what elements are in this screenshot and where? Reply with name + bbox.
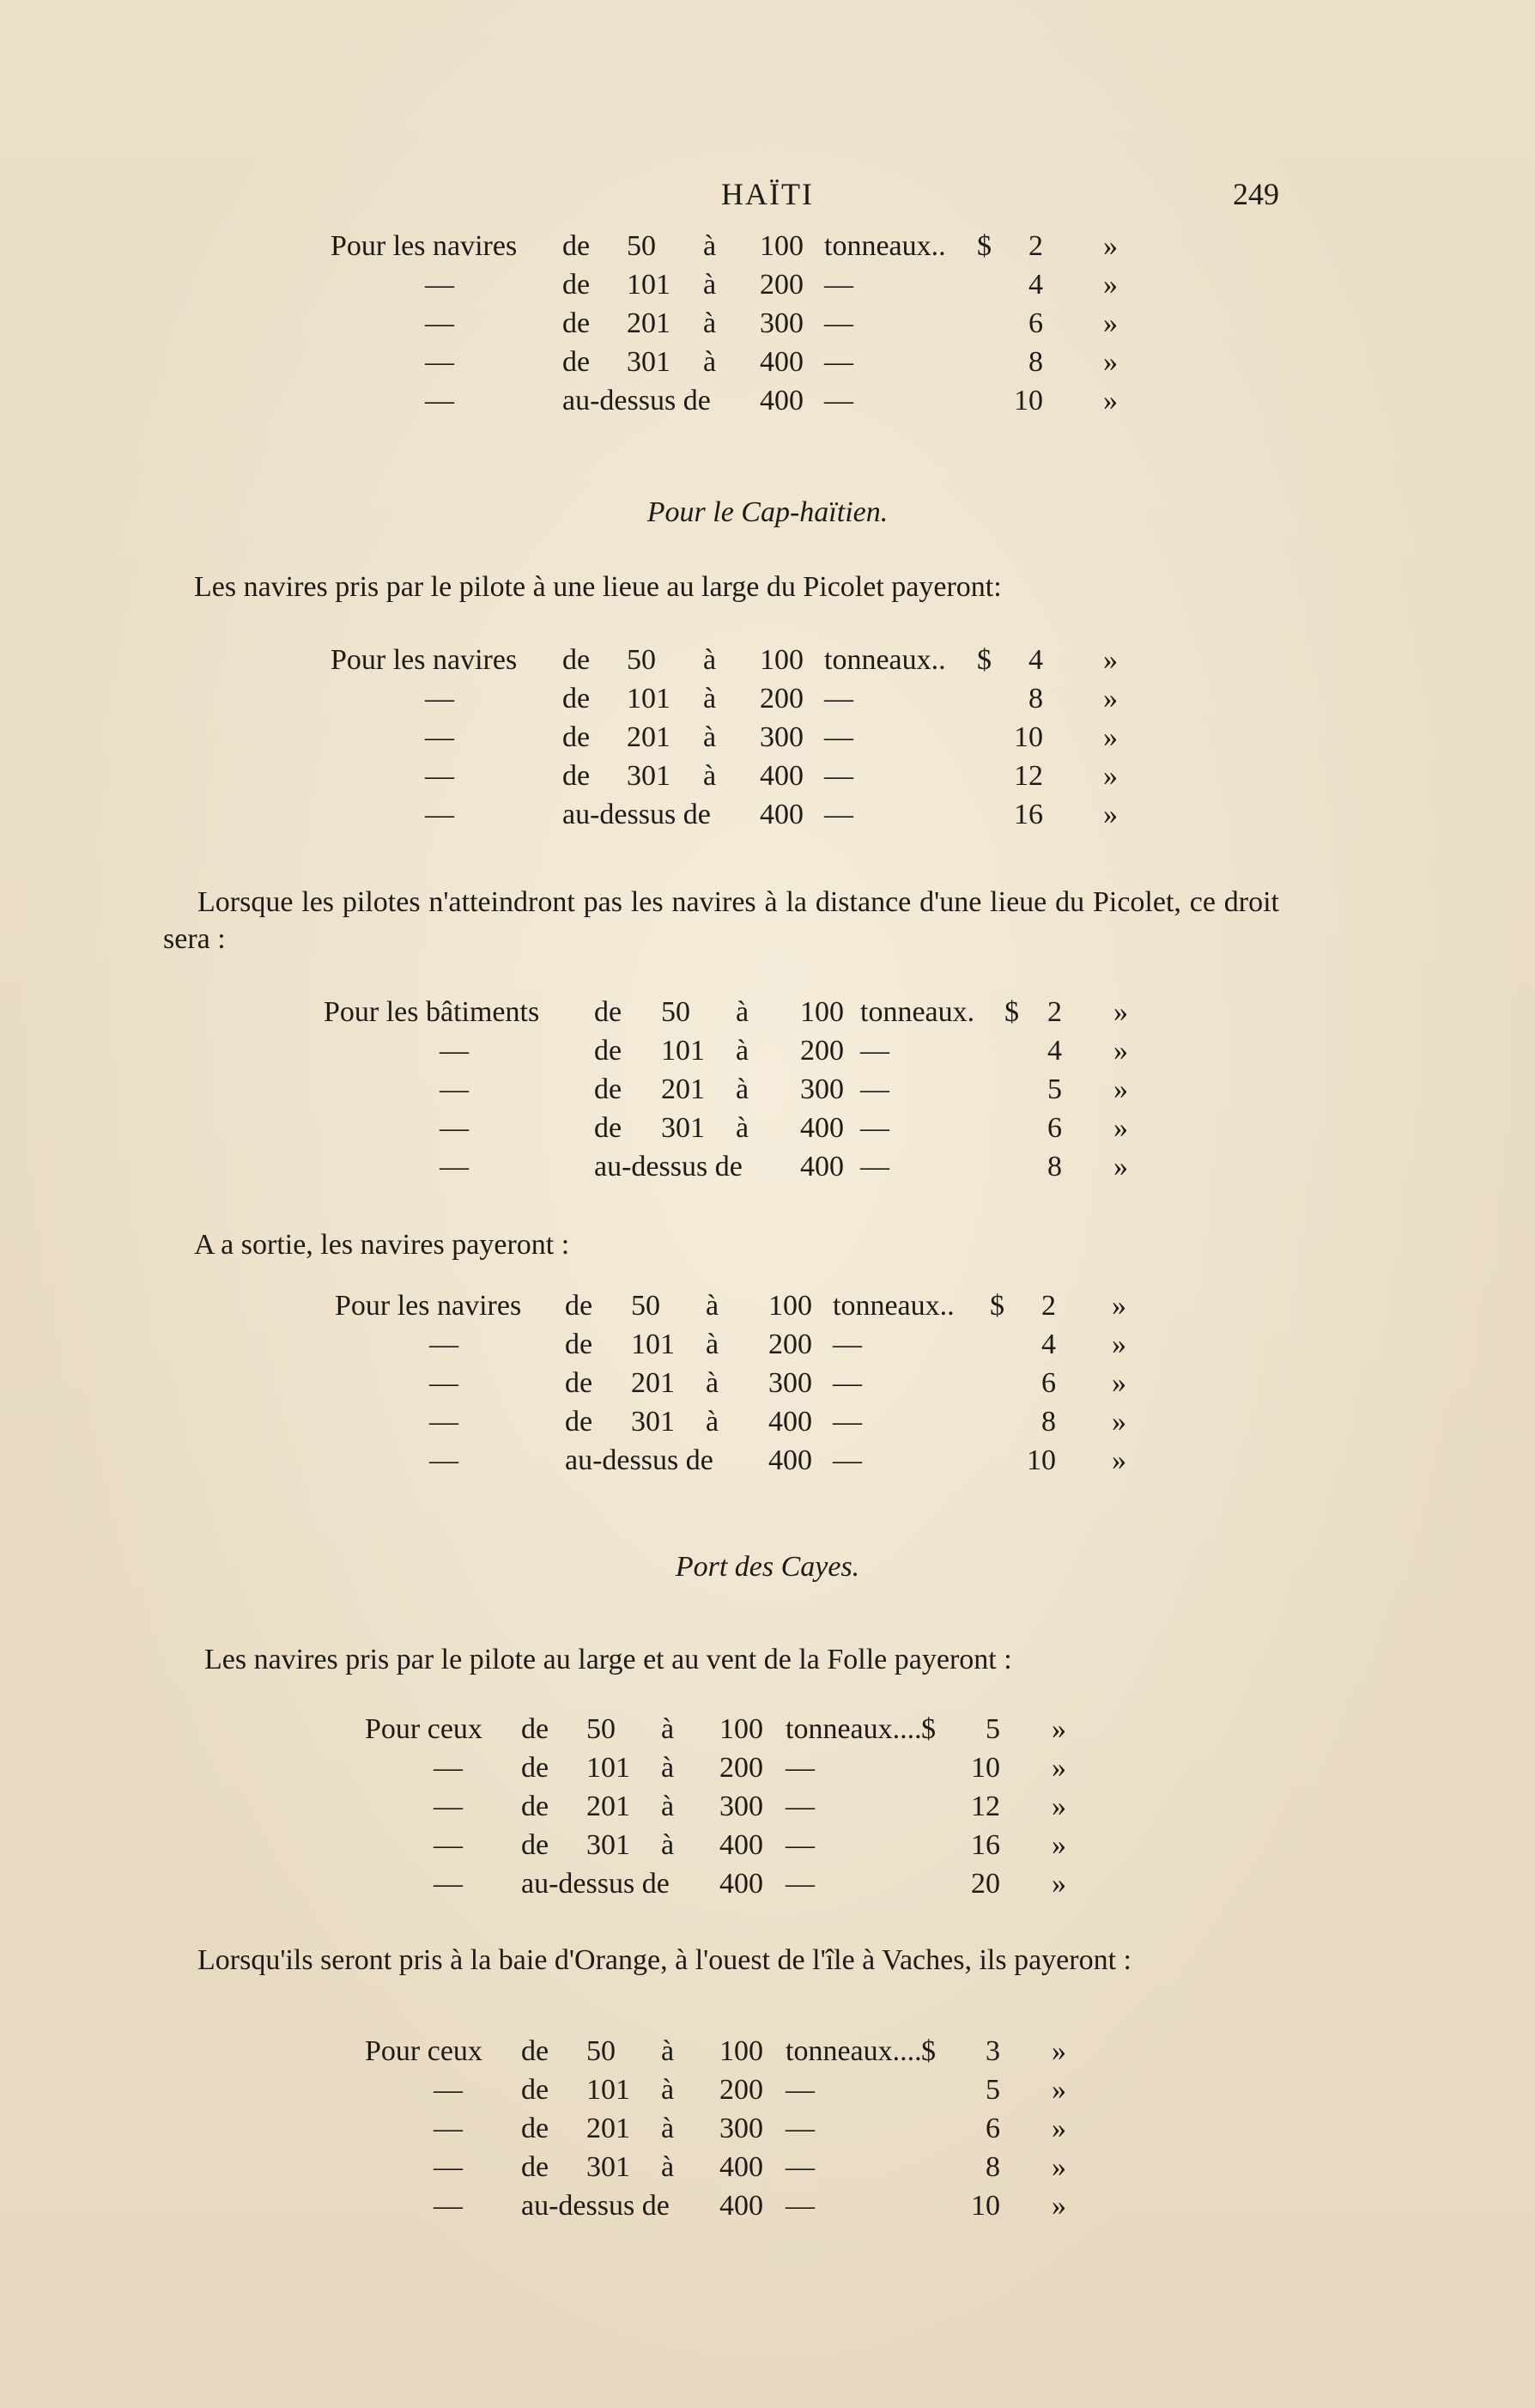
range-from: 101 xyxy=(631,1329,675,1360)
row-label: — xyxy=(440,1073,469,1105)
range-to: 200 xyxy=(760,683,804,714)
range-from: 201 xyxy=(627,307,670,339)
range-unit: — xyxy=(824,307,853,339)
section-intro-cap-haitien: Les navires pris par le pilote à une lieue au large du Picolet payeront: xyxy=(194,571,1002,603)
range-to: 400 xyxy=(800,1151,844,1183)
range-to: 300 xyxy=(760,721,804,753)
range-from: 301 xyxy=(661,1112,705,1144)
range-from: 101 xyxy=(627,683,670,714)
currency-symbol: $ xyxy=(977,230,992,262)
row-label: — xyxy=(429,1329,458,1360)
range-de: de xyxy=(521,2074,549,2106)
ditto-mark: » xyxy=(1052,2074,1066,2106)
row-label: — xyxy=(434,1829,463,1861)
currency-symbol: $ xyxy=(990,1290,1004,1322)
ditto-mark: » xyxy=(1112,1406,1126,1438)
range-from: 50 xyxy=(586,2035,616,2067)
row-label: — xyxy=(440,1151,469,1183)
range-unit: — xyxy=(860,1035,889,1067)
row-label: — xyxy=(429,1367,458,1399)
fee-amount: 8 xyxy=(1047,1151,1062,1183)
fee-amount: 10 xyxy=(1014,721,1043,753)
range-to: 100 xyxy=(719,2035,763,2067)
fee-amount: 4 xyxy=(1041,1329,1056,1360)
ditto-mark: » xyxy=(1113,1151,1128,1183)
range-de: de xyxy=(594,1073,622,1105)
range-unit: — xyxy=(824,721,853,753)
range-a: à xyxy=(661,2074,675,2106)
fee-amount: 4 xyxy=(1028,269,1043,301)
range-de: de xyxy=(565,1329,593,1360)
range-to: 200 xyxy=(719,2074,763,2106)
range-to: 400 xyxy=(760,799,804,830)
range-above: au-dessus de xyxy=(521,2190,670,2222)
range-de: de xyxy=(562,346,591,378)
row-label: — xyxy=(434,2074,463,2106)
range-above: au-dessus de xyxy=(594,1151,743,1183)
range-unit: tonneaux.... xyxy=(786,2035,922,2067)
ditto-mark: » xyxy=(1113,1073,1128,1105)
range-a: à xyxy=(661,2151,675,2183)
range-from: 50 xyxy=(627,230,656,262)
range-unit: tonneaux. xyxy=(860,996,975,1028)
fee-amount: 12 xyxy=(971,1791,1000,1822)
range-unit: — xyxy=(786,2113,815,2144)
range-to: 100 xyxy=(800,996,844,1028)
fee-amount: 10 xyxy=(971,1752,1000,1784)
range-unit: — xyxy=(824,346,853,378)
range-above: au-dessus de xyxy=(562,385,711,417)
fee-amount: 2 xyxy=(1047,996,1062,1028)
range-unit: — xyxy=(833,1367,862,1399)
range-unit: — xyxy=(786,2151,815,2183)
range-from: 201 xyxy=(631,1367,675,1399)
fee-amount: 12 xyxy=(1014,760,1043,792)
currency-symbol: $ xyxy=(977,644,992,676)
fee-amount: 6 xyxy=(1041,1367,1056,1399)
range-to: 400 xyxy=(719,1868,763,1900)
range-unit: — xyxy=(833,1444,862,1476)
range-de: de xyxy=(562,760,591,792)
row-label: — xyxy=(425,269,454,301)
fee-amount: 3 xyxy=(986,2035,1000,2067)
fee-amount: 16 xyxy=(971,1829,1000,1861)
fee-amount: 8 xyxy=(1028,346,1043,378)
running-head-title: HAÏTI xyxy=(721,177,814,211)
range-a: à xyxy=(703,269,717,301)
row-label: — xyxy=(425,760,454,792)
range-from: 50 xyxy=(631,1290,660,1322)
range-to: 200 xyxy=(800,1035,844,1067)
ditto-mark: » xyxy=(1113,1112,1128,1144)
range-from: 101 xyxy=(627,269,670,301)
ditto-mark: » xyxy=(1103,644,1118,676)
range-to: 100 xyxy=(760,644,804,676)
range-unit: — xyxy=(786,1791,815,1822)
range-unit: tonneaux.. xyxy=(824,230,946,262)
range-a: à xyxy=(706,1367,719,1399)
range-de: de xyxy=(521,2035,549,2067)
range-unit: — xyxy=(786,2074,815,2106)
range-a: à xyxy=(706,1329,719,1360)
fee-amount: 4 xyxy=(1047,1035,1062,1067)
range-a: à xyxy=(703,721,717,753)
fee-amount: 16 xyxy=(1014,799,1043,830)
range-a: à xyxy=(706,1406,719,1438)
range-unit: — xyxy=(786,1829,815,1861)
range-a: à xyxy=(736,1112,749,1144)
row-label: — xyxy=(425,799,454,830)
ditto-mark: » xyxy=(1052,1791,1066,1822)
range-de: de xyxy=(562,721,591,753)
range-de: de xyxy=(562,307,591,339)
row-label: — xyxy=(425,721,454,753)
currency-symbol: $ xyxy=(921,1713,936,1745)
paragraph-sortie: A a sortie, les navires payeront : xyxy=(194,1229,570,1261)
section-intro-port-des-cayes: Les navires pris par le pilote au large et au vent de la Folle payeront : xyxy=(204,1644,1012,1675)
ditto-mark: » xyxy=(1052,2190,1066,2222)
ditto-mark: » xyxy=(1103,683,1118,714)
range-to: 400 xyxy=(760,346,804,378)
range-to: 300 xyxy=(800,1073,844,1105)
range-from: 201 xyxy=(586,1791,630,1822)
fee-amount: 10 xyxy=(1014,385,1043,417)
row-label: — xyxy=(434,1868,463,1900)
range-de: de xyxy=(594,1112,622,1144)
ditto-mark: » xyxy=(1052,2035,1066,2067)
row-label: Pour les navires xyxy=(331,644,518,676)
range-unit: — xyxy=(833,1329,862,1360)
ditto-mark: » xyxy=(1052,2151,1066,2183)
row-label: — xyxy=(425,346,454,378)
range-to: 200 xyxy=(760,269,804,301)
ditto-mark: » xyxy=(1112,1329,1126,1360)
fee-amount: 5 xyxy=(1047,1073,1062,1105)
range-de: de xyxy=(521,2151,549,2183)
row-label: — xyxy=(429,1444,458,1476)
row-label: — xyxy=(434,2190,463,2222)
ditto-mark: » xyxy=(1052,1868,1066,1900)
range-from: 301 xyxy=(627,760,670,792)
range-a: à xyxy=(703,644,717,676)
ditto-mark: » xyxy=(1103,721,1118,753)
range-unit: — xyxy=(824,385,853,417)
range-unit: — xyxy=(860,1073,889,1105)
row-label: — xyxy=(434,2113,463,2144)
row-label: — xyxy=(429,1406,458,1438)
ditto-mark: » xyxy=(1113,1035,1128,1067)
range-a: à xyxy=(703,230,717,262)
range-unit: — xyxy=(833,1406,862,1438)
range-de: de xyxy=(521,1713,549,1745)
range-above: au-dessus de xyxy=(562,799,711,830)
ditto-mark: » xyxy=(1052,1752,1066,1784)
fee-amount: 6 xyxy=(1028,307,1043,339)
range-unit: tonneaux.. xyxy=(833,1290,955,1322)
range-unit: tonneaux.. xyxy=(824,644,946,676)
row-label: — xyxy=(440,1035,469,1067)
range-a: à xyxy=(736,996,749,1028)
fee-amount: 5 xyxy=(986,1713,1000,1745)
range-de: de xyxy=(594,996,622,1028)
range-unit: — xyxy=(786,1868,815,1900)
range-above: au-dessus de xyxy=(565,1444,713,1476)
range-to: 400 xyxy=(719,2151,763,2183)
range-from: 50 xyxy=(627,644,656,676)
range-a: à xyxy=(661,1791,675,1822)
range-unit: — xyxy=(860,1112,889,1144)
ditto-mark: » xyxy=(1112,1444,1126,1476)
row-label: Pour les navires xyxy=(331,230,518,262)
ditto-mark: » xyxy=(1052,1829,1066,1861)
range-de: de xyxy=(562,230,591,262)
range-a: à xyxy=(661,1752,675,1784)
range-a: à xyxy=(703,683,717,714)
range-from: 101 xyxy=(586,2074,630,2106)
range-unit: — xyxy=(824,799,853,830)
range-from: 101 xyxy=(586,1752,630,1784)
paragraph-baie-orange: Lorsqu'ils seront pris à la baie d'Orange, à l'ouest de l'île à Vaches, ils payeront : xyxy=(197,1944,1132,1976)
ditto-mark: » xyxy=(1103,307,1118,339)
range-to: 300 xyxy=(768,1367,812,1399)
range-from: 301 xyxy=(631,1406,675,1438)
range-from: 201 xyxy=(661,1073,705,1105)
range-to: 300 xyxy=(719,1791,763,1822)
currency-symbol: $ xyxy=(921,2035,936,2067)
range-de: de xyxy=(521,1752,549,1784)
row-label: Pour ceux xyxy=(365,2035,482,2067)
range-a: à xyxy=(703,346,717,378)
range-unit: — xyxy=(824,269,853,301)
range-de: de xyxy=(521,1791,549,1822)
fee-amount: 8 xyxy=(1028,683,1043,714)
fee-amount: 2 xyxy=(1028,230,1043,262)
range-to: 400 xyxy=(760,760,804,792)
range-to: 400 xyxy=(719,2190,763,2222)
range-unit: — xyxy=(824,760,853,792)
range-a: à xyxy=(661,1829,675,1861)
range-unit: — xyxy=(786,1752,815,1784)
ditto-mark: » xyxy=(1103,799,1118,830)
range-from: 201 xyxy=(586,2113,630,2144)
range-de: de xyxy=(565,1290,593,1322)
section-heading-cap-haitien: Pour le Cap-haïtien. xyxy=(646,496,889,528)
ditto-mark: » xyxy=(1103,230,1118,262)
range-from: 101 xyxy=(661,1035,705,1067)
fee-amount: 8 xyxy=(986,2151,1000,2183)
range-a: à xyxy=(706,1290,719,1322)
fee-amount: 6 xyxy=(986,2113,1000,2144)
range-a: à xyxy=(736,1073,749,1105)
range-de: de xyxy=(521,1829,549,1861)
range-de: de xyxy=(565,1367,593,1399)
range-de: de xyxy=(594,1035,622,1067)
range-to: 400 xyxy=(760,385,804,417)
range-a: à xyxy=(736,1035,749,1067)
range-de: de xyxy=(565,1406,593,1438)
range-a: à xyxy=(703,760,717,792)
row-label: — xyxy=(425,683,454,714)
range-de: de xyxy=(521,2113,549,2144)
range-to: 300 xyxy=(719,2113,763,2144)
fee-amount: 2 xyxy=(1041,1290,1056,1322)
row-label: Pour ceux xyxy=(365,1713,482,1745)
range-to: 400 xyxy=(768,1406,812,1438)
ditto-mark: » xyxy=(1103,269,1118,301)
range-from: 50 xyxy=(661,996,690,1028)
range-from: 301 xyxy=(586,1829,630,1861)
fee-amount: 20 xyxy=(971,1868,1000,1900)
range-unit: tonneaux.... xyxy=(786,1713,922,1745)
ditto-mark: » xyxy=(1113,996,1128,1028)
fee-amount: 8 xyxy=(1041,1406,1056,1438)
section-heading-port-des-cayes: Port des Cayes. xyxy=(675,1551,860,1583)
range-to: 200 xyxy=(768,1329,812,1360)
range-de: de xyxy=(562,683,591,714)
range-to: 100 xyxy=(760,230,804,262)
range-from: 50 xyxy=(586,1713,616,1745)
fee-amount: 6 xyxy=(1047,1112,1062,1144)
range-unit: — xyxy=(786,2190,815,2222)
range-a: à xyxy=(661,2035,675,2067)
ditto-mark: » xyxy=(1112,1367,1126,1399)
row-label: — xyxy=(440,1112,469,1144)
range-to: 400 xyxy=(719,1829,763,1861)
currency-symbol: $ xyxy=(1004,996,1019,1028)
range-from: 301 xyxy=(586,2151,630,2183)
page-number: 249 xyxy=(1233,177,1279,211)
range-to: 300 xyxy=(760,307,804,339)
fee-amount: 10 xyxy=(1027,1444,1056,1476)
range-to: 400 xyxy=(800,1112,844,1144)
range-de: de xyxy=(562,644,591,676)
range-a: à xyxy=(661,1713,675,1745)
range-from: 301 xyxy=(627,346,670,378)
ditto-mark: » xyxy=(1112,1290,1126,1322)
fee-amount: 10 xyxy=(971,2190,1000,2222)
range-a: à xyxy=(661,2113,675,2144)
paragraph-picolet-distance: Lorsque les pilotes n'atteindront pas les navires à la distance d'une lieue du Picolet, ce droit sera : xyxy=(163,886,1279,955)
ditto-mark: » xyxy=(1103,385,1118,417)
range-a: à xyxy=(703,307,717,339)
row-label: — xyxy=(434,2151,463,2183)
ditto-mark: » xyxy=(1103,760,1118,792)
row-label: Pour les navires xyxy=(335,1290,522,1322)
ditto-mark: » xyxy=(1103,346,1118,378)
range-to: 100 xyxy=(719,1713,763,1745)
fee-amount: 5 xyxy=(986,2074,1000,2106)
range-unit: — xyxy=(824,683,853,714)
row-label: — xyxy=(434,1791,463,1822)
range-above: au-dessus de xyxy=(521,1868,670,1900)
range-to: 400 xyxy=(768,1444,812,1476)
row-label: Pour les bâtiments xyxy=(324,996,540,1028)
row-label: — xyxy=(434,1752,463,1784)
ditto-mark: » xyxy=(1052,1713,1066,1745)
range-from: 201 xyxy=(627,721,670,753)
row-label: — xyxy=(425,307,454,339)
ditto-mark: » xyxy=(1052,2113,1066,2144)
fee-amount: 4 xyxy=(1028,644,1043,676)
range-to: 100 xyxy=(768,1290,812,1322)
range-to: 200 xyxy=(719,1752,763,1784)
row-label: — xyxy=(425,385,454,417)
range-de: de xyxy=(562,269,591,301)
range-unit: — xyxy=(860,1151,889,1183)
